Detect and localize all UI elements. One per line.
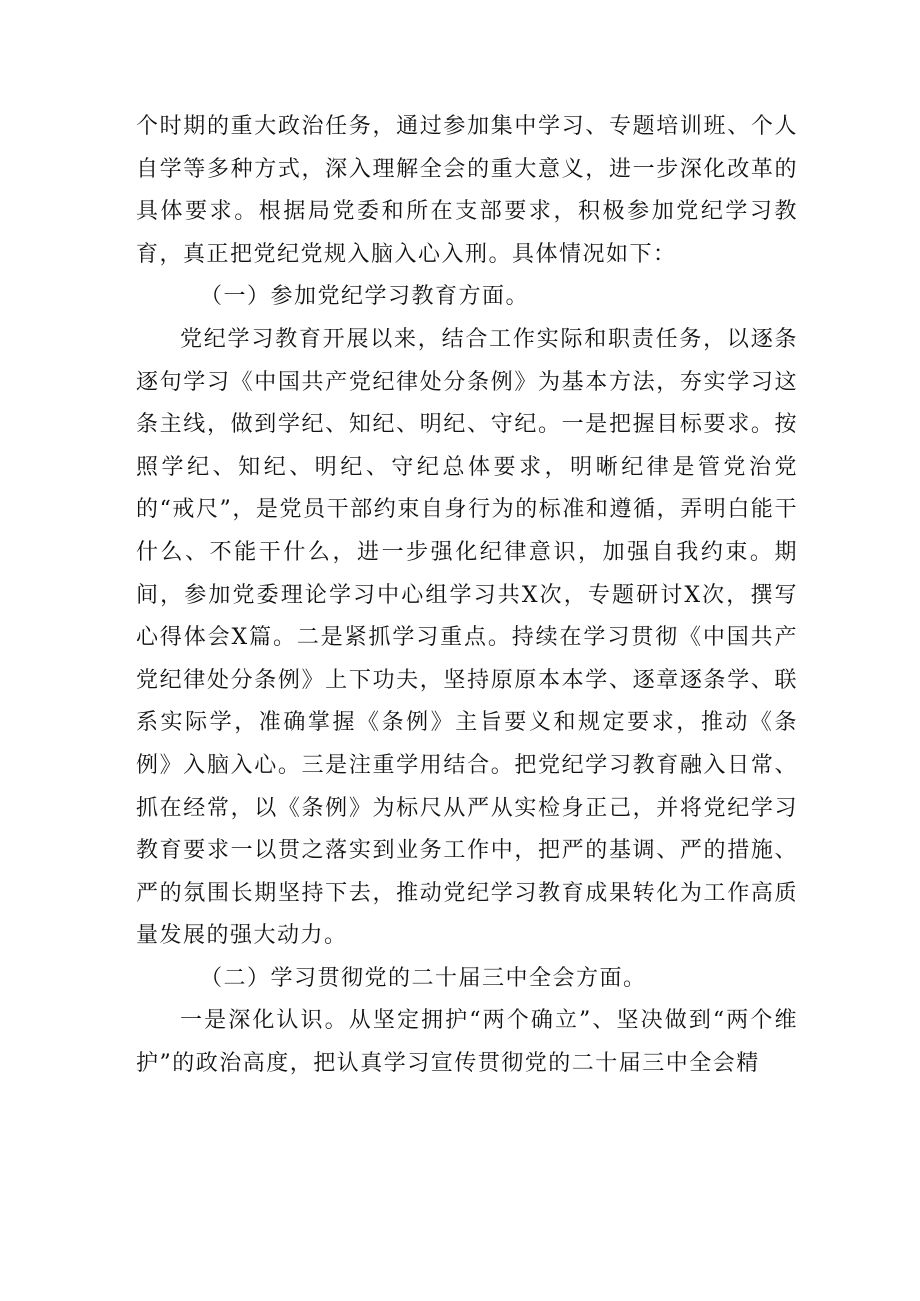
document-body [136,106,798,1086]
paragraph-party-discipline: 党纪学习教育开展以来，结合工作实际和职责任务，以逐条逐句学习《中国共产党纪律处分条例》为基本方法，夯实学习这条主线，做到学纪、知纪、明纪、守纪。一是把握目标要求。按照学纪、知纪、明纪、守纪总体要求，明晰纪律是管党治党的“戒尺”，是党员干部约束自身行为的标准和遵循，弄明白能干什么、不能干什么，进一步强化纪律意识，加强自我约束。期间，参加党委理论学习中心组学习共X次，专题研讨X次，撰写心得体会X篇。二是紧抓学习重点。持续在学习贯彻《中国共产党纪律处分条例》上下功夫，坚持原原本本学、逐章逐条学、联系实际学，准确掌握《条例》主旨要义和规定要求，推动《条例》入脑入心。三是注重学用结合。把党纪学习教育融入日常、抓在经常，以《条例》为标尺从严从实检身正己，并将党纪学习教育要求一以贯之落实到业务工作中，把严的基调、严的措施、严的氛围长期坚持下去，推动党纪学习教育成果转化为工作高质量发展的强大动力。 [136,326,798,949]
section-heading-third-plenum: （二）学习贯彻党的二十届三中全会方面。 [200,965,647,991]
paragraph-third-plenum: 一是深化认识。从坚定拥护“两个确立”、坚决做到“两个维护”的政治高度，把认真学习宣传贯彻党的二十届三中全会精 [136,1008,798,1077]
paragraph-continuation: 个时期的重大政治任务，通过参加集中学习、专题培训班、个人自学等多种方式，深入理解全会的重大意义，进一步深化改革的具体要求。根据局党委和所在支部要求，积极参加党纪学习教育，真正把党纪党规入脑入心入刑。具体情况如下： [136,114,798,267]
section-heading-party-discipline: （一）参加党纪学习教育方面。 [200,284,530,310]
